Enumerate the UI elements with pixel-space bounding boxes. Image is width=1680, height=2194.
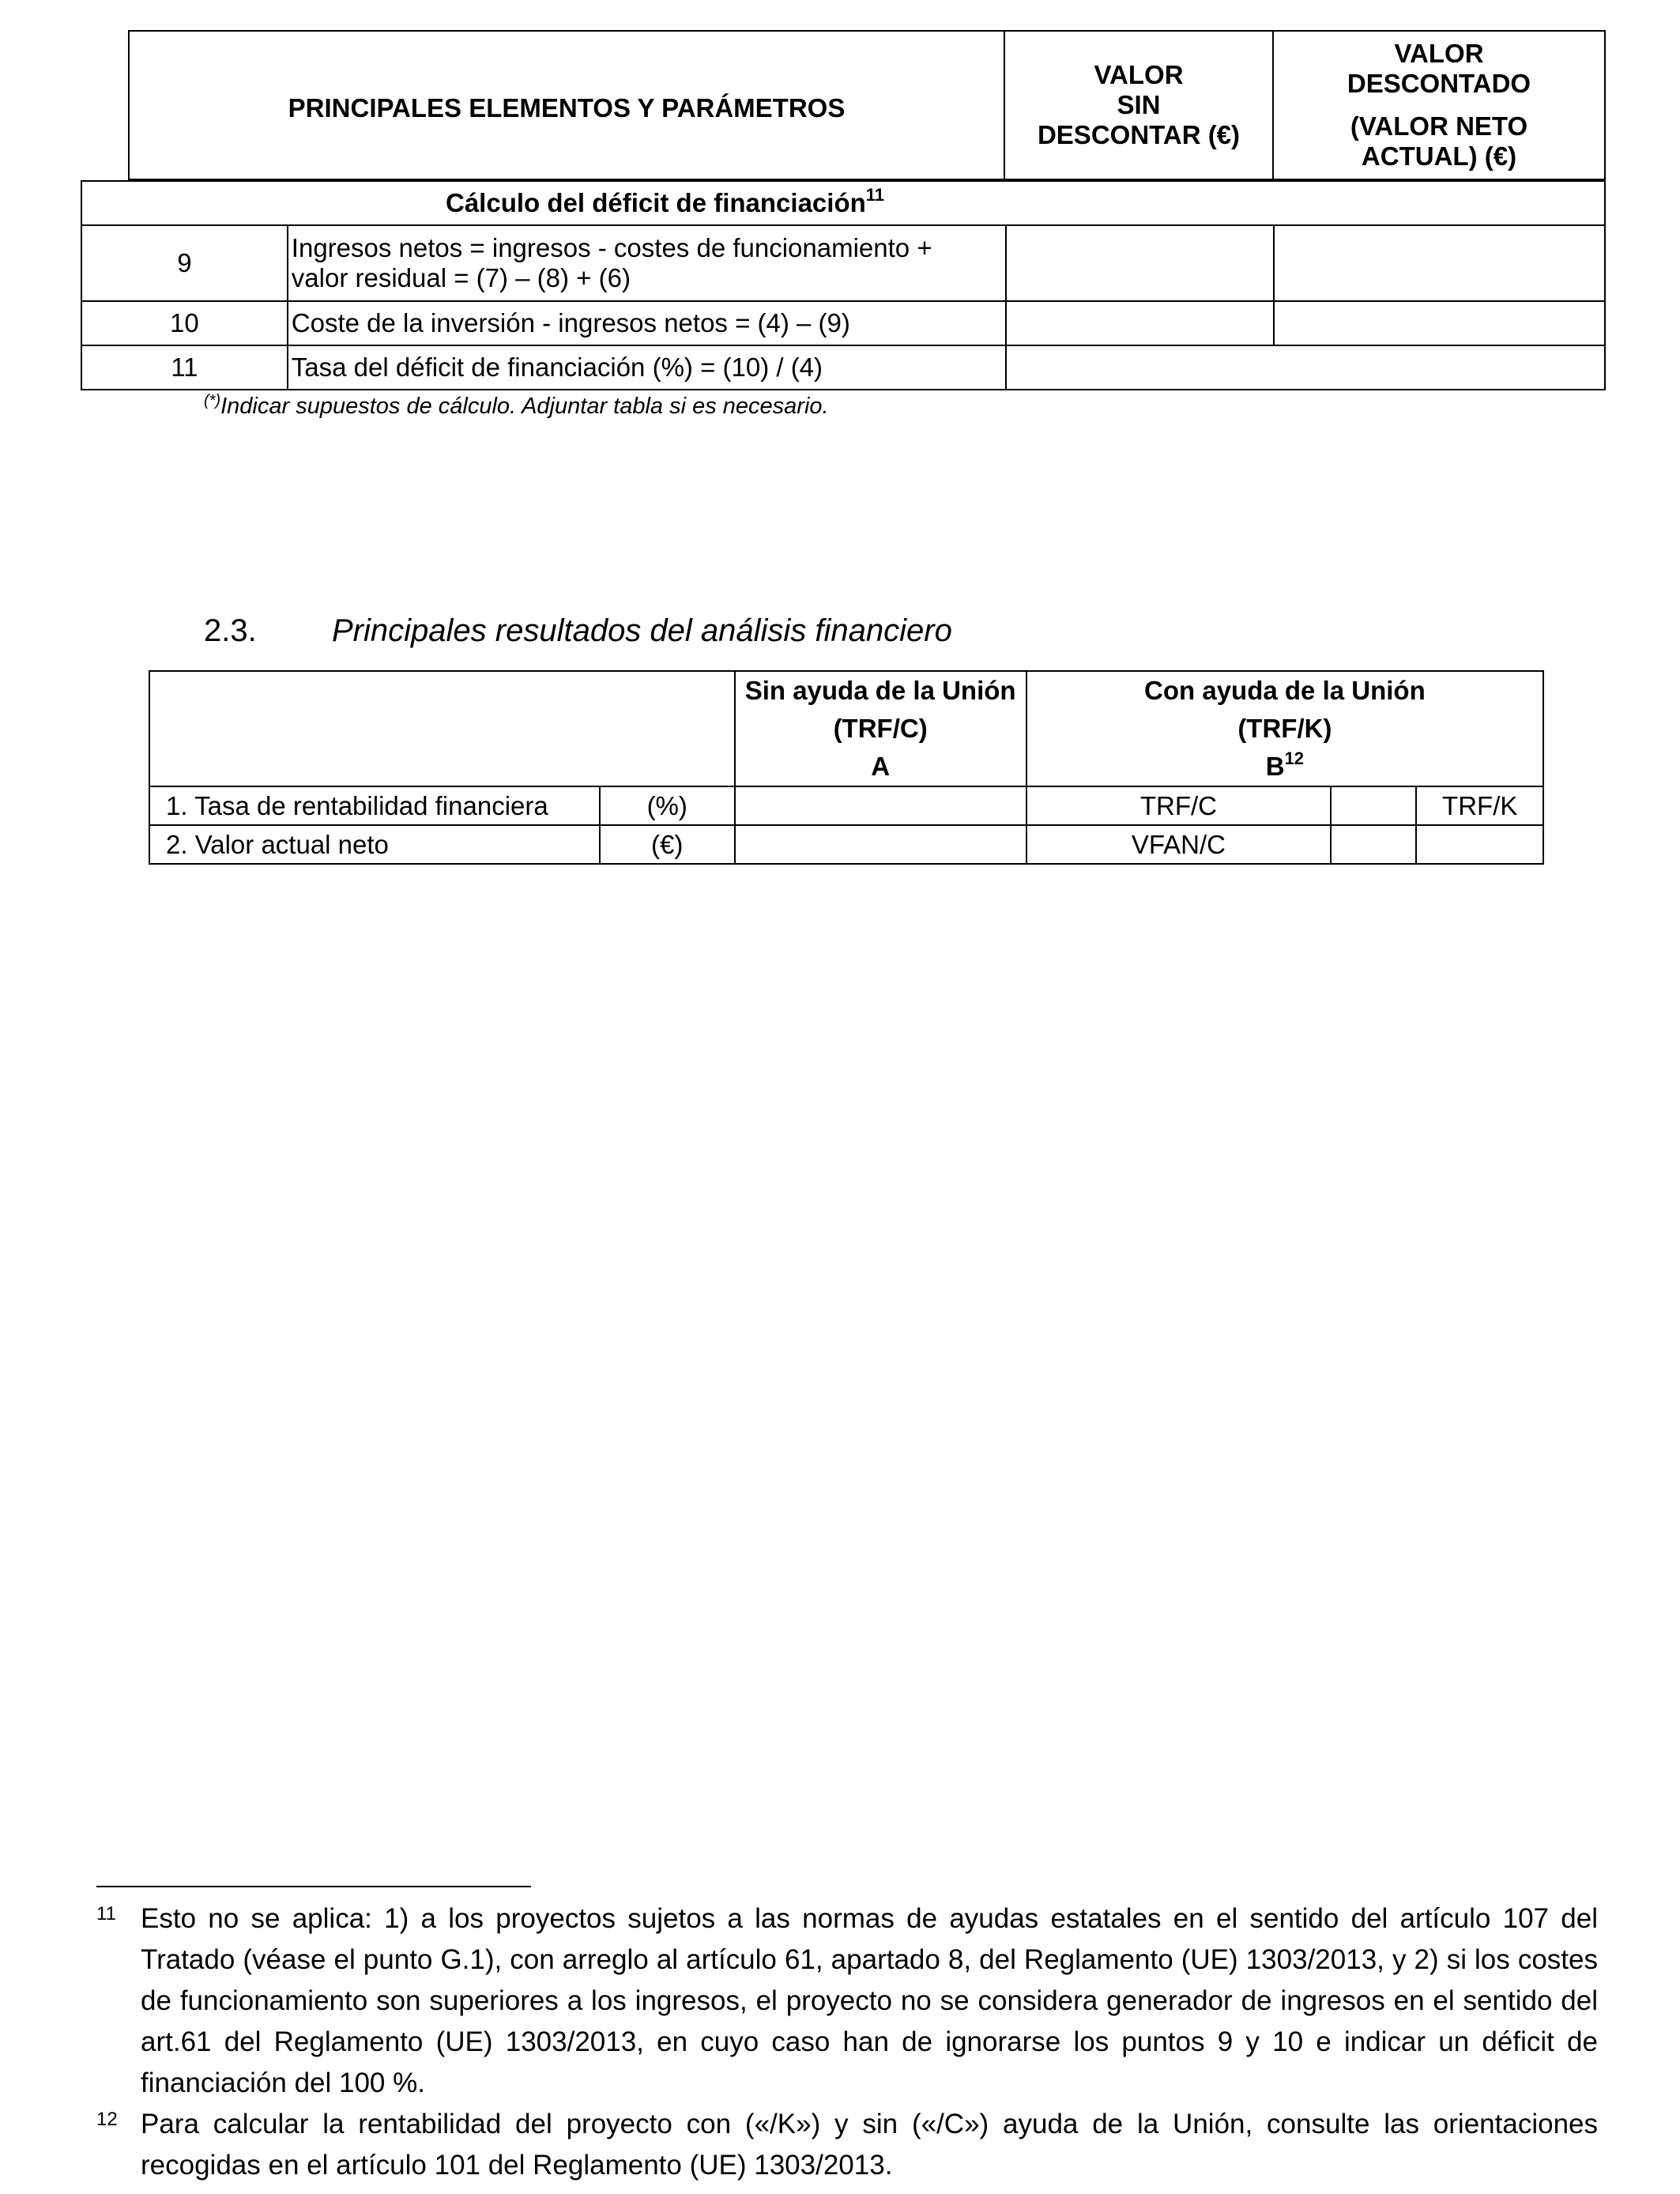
value-cell[interactable] [735, 786, 1026, 825]
value-cell[interactable] [1006, 225, 1274, 301]
header-principal: PRINCIPALES ELEMENTOS Y PARÁMETROS [129, 31, 1004, 179]
header-empty [149, 671, 735, 786]
table-row [81, 225, 1605, 301]
footnote-number: 12 [96, 2109, 118, 2130]
row-number: 9 [81, 225, 288, 301]
value-cell[interactable]: TRF/K [1416, 786, 1543, 825]
value-cell[interactable]: VFAN/C [1026, 825, 1331, 864]
deficit-table [81, 180, 1606, 390]
value-cell[interactable]: TRF/C [1026, 786, 1331, 825]
footnote-text: Para calcular la rentabilidad del proyecto con («/K») y sin («/C») ayuda de la Unión, consulte las orientaciones recogidas en el artículo 101 del Reglamento (UE) 1303/2013. [141, 2109, 1598, 2181]
value-cell[interactable] [1416, 825, 1543, 864]
results-header-row [149, 671, 1543, 786]
value-cell[interactable] [735, 825, 1026, 864]
value-cell[interactable] [1274, 301, 1605, 345]
row-description: Coste de la inversión - ingresos netos = (4) – (9) [288, 301, 1006, 345]
row-label: 1. Tasa de rentabilidad financiera [149, 786, 600, 825]
parameters-table-header [128, 30, 1606, 180]
deficit-section-row [81, 181, 1605, 225]
value-cell[interactable] [1006, 345, 1605, 390]
footnote-11 [96, 1898, 1598, 2104]
footnote-12 [96, 2104, 1598, 2186]
footnote-separator [96, 1886, 531, 1887]
table-row [149, 786, 1543, 825]
row-unit: (%) [600, 786, 735, 825]
footnote-text: Esto no se aplica: 1) a los proyectos sujetos a las normas de ayudas estatales en el sentido del artículo 107 del Tratado (véase el punto G.1), con arreglo al artículo 61, apartado 8, del Reglamento (UE) 1303/2013, y 2) si los costes de funcionamiento son superiores a los ingresos, el proyecto no se considera generador de ingresos en el sentido del art.61 del Reglamento (UE) 1303/2013, en cuyo caso han de ignorarse los puntos 9 y 10 e indicar un déficit de financiación del 100 %. [141, 1903, 1598, 2098]
financial-results-table [149, 670, 1544, 865]
row-number: 11 [81, 345, 288, 390]
footnote-number: 11 [96, 1903, 116, 1924]
header-con-ayuda: Con ayuda de la Unión (TRF/K) $B^{12}$ [1026, 671, 1543, 786]
footnote-ref-12: 12 [1284, 748, 1305, 768]
header-valor-descontado: VALOR DESCONTADO (VALOR NETO ACTUAL) (€) [1273, 31, 1605, 179]
value-cell[interactable] [1006, 301, 1274, 345]
table-row [81, 345, 1605, 390]
header-valor-sin-descontar: VALOR SIN DESCONTAR (€) [1004, 31, 1273, 179]
row-description: Tasa del déficit de financiación (%) = (10) / (4) [288, 345, 1006, 390]
deficit-section-title: Cálculo del déficit de financiación$^{11}$ [81, 181, 1605, 225]
row-number: 10 [81, 301, 288, 345]
table-row [149, 825, 1543, 864]
row-unit: (€) [600, 825, 735, 864]
value-cell[interactable] [1274, 225, 1605, 301]
row-label: 2. Valor actual neto [149, 825, 600, 864]
value-cell[interactable] [1331, 786, 1416, 825]
calculation-note: (*)Indicar supuestos de cálculo. Adjuntar tabla si es necesario. [204, 392, 829, 419]
section-title: Principales resultados del análisis financiero [332, 613, 952, 648]
table-row [81, 301, 1605, 345]
section-number: 2.3. [204, 613, 257, 648]
row-description: Ingresos netos = ingresos - costes de funcionamiento + valor residual = (7) – (8) + (6) [288, 225, 1006, 301]
value-cell[interactable] [1331, 825, 1416, 864]
footnote-ref-11: 11 [865, 185, 885, 205]
header-sin-ayuda: Sin ayuda de la Unión (TRF/C) A [735, 671, 1026, 786]
